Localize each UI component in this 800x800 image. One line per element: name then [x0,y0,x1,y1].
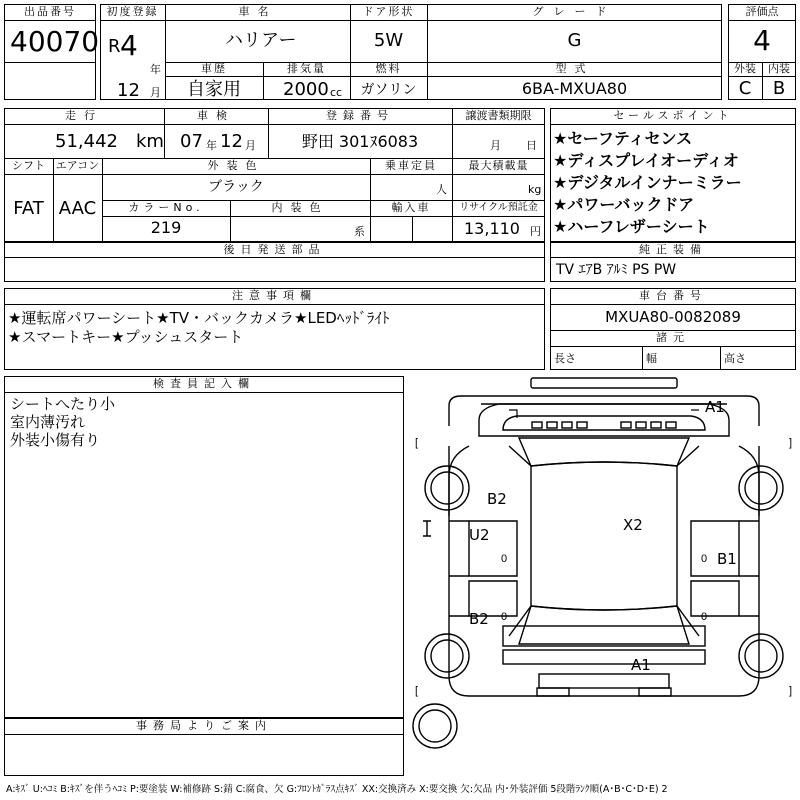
svg-text:0: 0 [701,611,708,623]
car-name: ハリアー [225,30,297,51]
svg-text:[: [ [415,437,419,449]
history-label: 車歴 [201,62,227,75]
transfer-month-unit: 月 [490,139,501,152]
damage-mark-a1-bottom: A1 [631,656,651,674]
shift-label: シフト [12,159,45,172]
interior-color-unit: 系 [354,225,365,238]
door-label: ドア形状 [362,5,415,18]
displacement: 2000 [283,79,329,100]
plate-number: 野田 301ﾇ6083 [301,132,419,151]
notes-line: ★運転席パワーシート★TV・バックカメラ★LEDﾍｯﾄﾞﾗｲﾄ [8,309,390,327]
svg-text:0: 0 [701,553,708,565]
damage-mark-x2-center: X2 [623,516,643,534]
first-reg-year: 4 [120,29,138,62]
inspector-note: 室内薄汚れ [10,413,86,431]
inspector-note: 外装小傷有り [10,431,101,449]
exterior-label: 外装 [734,62,756,75]
car-name-label: 車名 [238,5,277,18]
capacity-label: 乗車定員 [385,159,437,172]
fuel: ガソリン [360,82,417,98]
grade: G [567,30,582,51]
fuel-label: 燃料 [375,62,402,75]
displacement-label: 排気量 [287,62,326,75]
mileage-unit: km [136,131,164,152]
svg-text:]: ] [789,437,793,449]
plate-label: 登録番号 [326,109,394,122]
damage-mark-u2-left: U2 [469,526,490,544]
legend-footer: A:ｷｽﾞ U:ﾍｺﾐ B:ｷｽﾞを伴うﾍｺﾐ P:要塗装 W:補修跡 S:錆 C:腐食、欠 G:ﾌﾛﾝﾄｶﾞﾗｽ点ｷｽﾞ XX:交換済み X:要交換 欠:欠品 内･外装評価 5段階ﾗﾝｸ順(A･B･C･D･E) 2 [6,784,668,795]
month-unit: 月 [150,86,161,99]
model-code: 6BA-MXUA80 [521,79,628,98]
sales-point: ★セーフティセンス [553,129,693,148]
transfer-day-unit: 日 [526,139,537,152]
svg-text:[: [ [415,685,419,697]
car-damage-diagram [409,376,799,793]
score-label: 評価点 [745,5,779,18]
inspection-label: 車検 [197,109,235,122]
length-label: 長さ [554,352,576,365]
damage-mark-b2-lower: B2 [469,610,489,628]
air-conditioner: AAC [58,198,97,219]
color-no: 219 [150,218,182,237]
car-outline [409,376,799,793]
capacity-unit: 人 [436,183,447,196]
recycle-label: リサイクル預託金 [459,202,538,213]
sales-point: ★デジタルインナーミラー [553,173,742,192]
notes-label: 注意事項欄 [232,289,317,302]
interior-grade: B [772,78,786,99]
specs-label: 諸元 [656,331,690,344]
sales-points-label: セールスポイント [613,109,733,122]
transfer-deadline-label: 譲渡書類期限 [465,109,532,122]
inspection-year-unit: 年 [206,139,217,152]
exterior-color-label: 外装色 [207,159,265,172]
equipment-list: TV ｴｱB ｱﾙﾐ PS PW [556,262,677,278]
grade-label: グレード [532,5,617,18]
color-no-label: カラーNo. [128,201,204,214]
year-unit: 年 [150,63,161,76]
svg-text:0: 0 [501,611,508,623]
interior-label: 内装 [768,62,790,75]
equipment-label: 純正装備 [639,243,707,256]
damage-mark-a1-top: A1 [705,398,725,416]
svg-text:]: ] [789,685,793,697]
max-load-unit: kg [528,183,542,196]
damage-mark-b1-right: B1 [717,550,737,568]
chassis-number: MXUA80-0082089 [605,308,741,326]
office-label: 事務局よりご案内 [136,719,272,732]
notes-line: ★スマートキー★プッシュスタート [8,328,244,346]
first-reg-month: 12 [117,80,140,101]
height-label: 高さ [724,352,746,365]
era: R [108,36,121,57]
exterior-grade: C [738,78,752,99]
model-label: 型式 [555,62,594,75]
sales-point: ★ハーフレザーシート [553,217,710,236]
mileage: 51,442 [55,131,118,152]
chassis-label: 車台番号 [639,289,707,302]
inspector-label: 検査員記入欄 [153,377,255,390]
import-label: 輸入車 [391,201,431,214]
ac-label: エアコン [55,159,100,172]
damage-mark-b2-left: B2 [487,490,507,508]
interior-color-label: 内装色 [271,201,329,214]
displacement-unit: cc [330,86,343,99]
sales-point: ★ディスプレイオーディオ [553,151,739,170]
exterior-color: ブラック [208,179,264,195]
sales-point: ★パワーバックドア [553,195,695,214]
mileage-label: 走行 [65,109,103,122]
car-history: 自家用 [187,79,241,100]
shipping-parts-label: 後日発送部品 [223,243,326,256]
lot-number-label: 出品番号 [24,5,76,18]
inspection-month: 12 [220,131,243,152]
recycle-unit: 円 [530,225,541,238]
inspection-year: 07 [180,131,203,152]
first-reg-label: 初度登録 [106,5,159,18]
width-label: 幅 [646,352,657,365]
shift: FAT [13,198,44,219]
svg-text:0: 0 [501,553,508,565]
max-load-label: 最大積載量 [468,159,529,172]
inspector-note: シートへたり小 [10,395,116,413]
lot-number: 40070 [10,25,100,58]
recycle-deposit: 13,110 [464,219,520,238]
inspection-month-unit: 月 [245,139,256,152]
score: 4 [753,24,771,57]
door-type: 5W [373,30,404,51]
